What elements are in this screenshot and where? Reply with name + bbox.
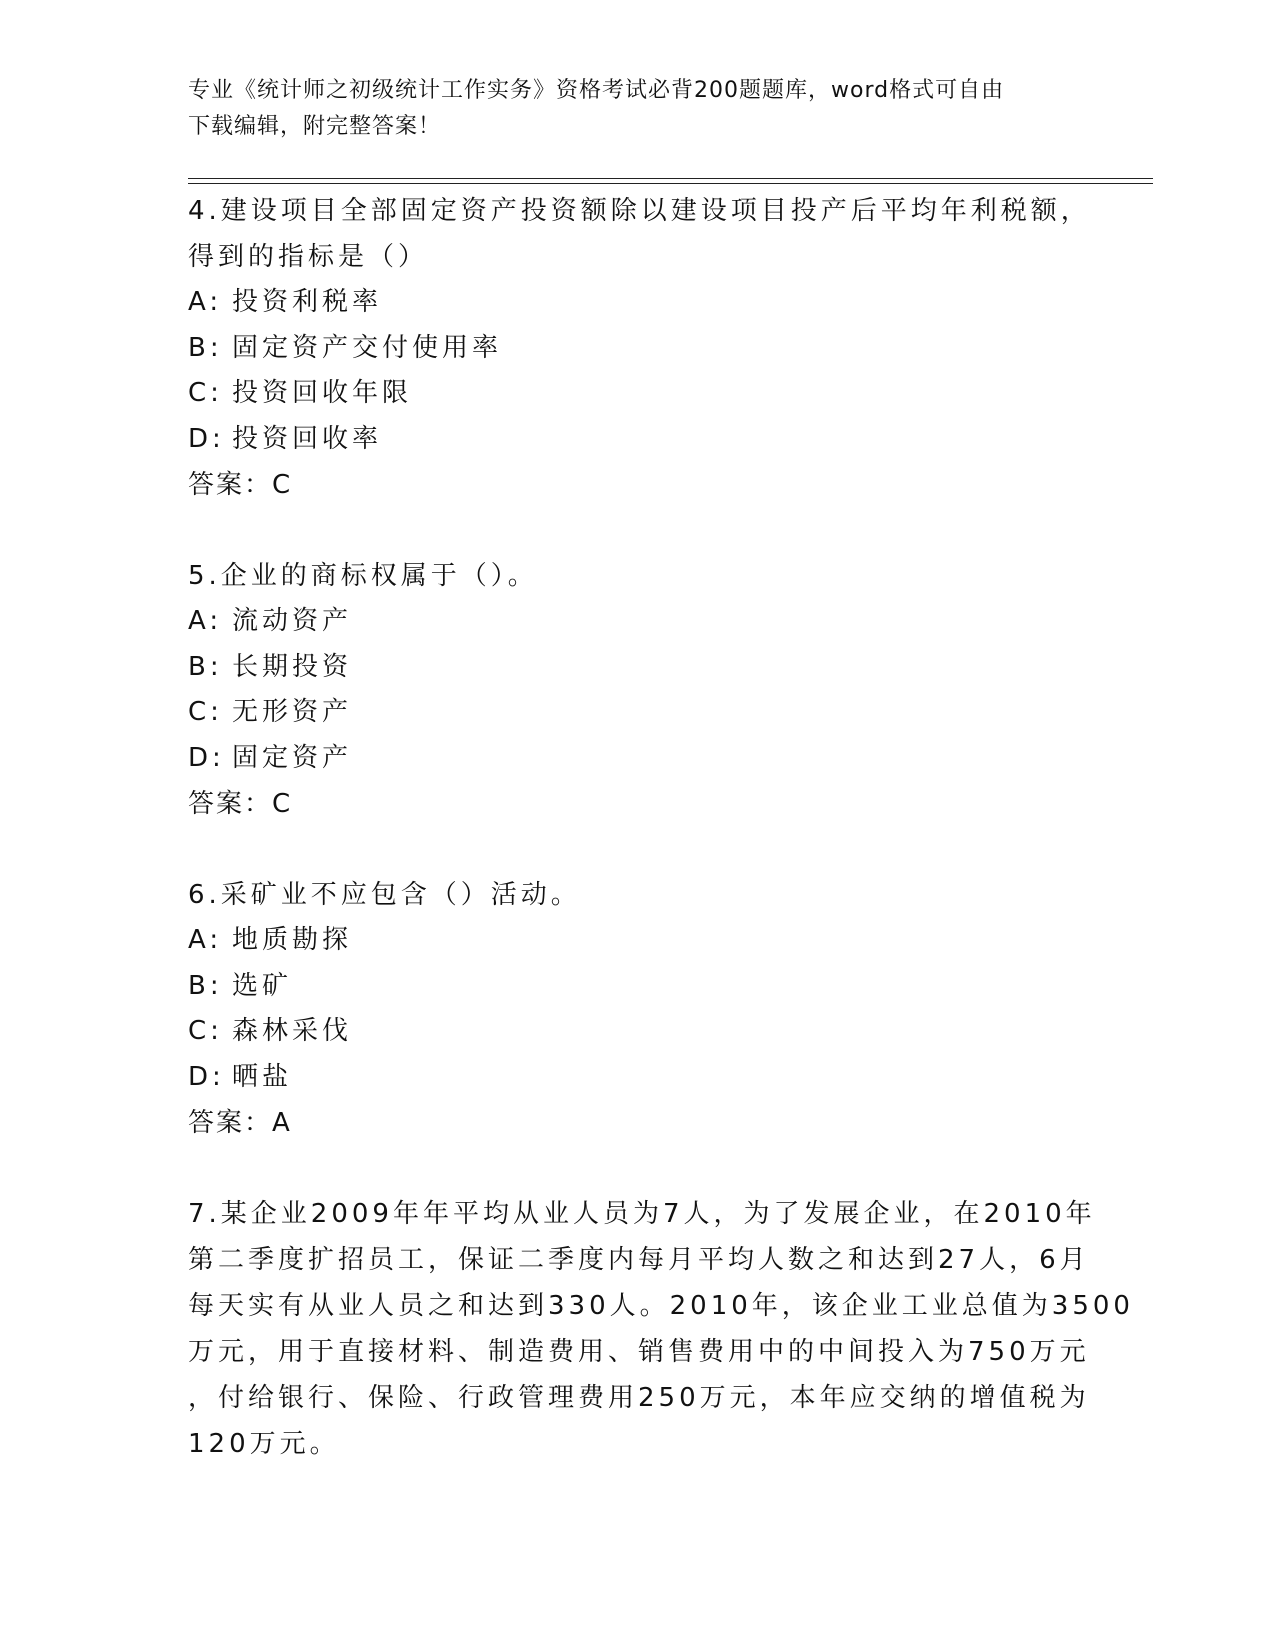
option-c (188, 690, 1088, 736)
question-stem: ，付给银行、保险、行政管理费用250万元，本年应交纳的增值税为 (188, 1383, 1090, 1413)
option-text: 投资回收率 (232, 423, 383, 454)
option-d (188, 1055, 1088, 1101)
option-d (188, 736, 1088, 782)
option-c (188, 1009, 1088, 1055)
answer-line: 答案：C (188, 470, 293, 500)
question-stem: 每天实有从业人员之和达到330人。2010年，该企业工业总值为3500 (188, 1291, 1134, 1321)
option-text: 无形资产 (232, 697, 353, 727)
question-stem: 120万元。 (188, 1429, 340, 1459)
document-header (188, 73, 1068, 145)
question-stem: 5.企业的商标权属于（）。 (188, 561, 538, 591)
option-a (188, 918, 1088, 964)
option-a (188, 280, 1088, 326)
option-letter: B: (188, 332, 223, 363)
header-line-2: 下载编辑，附完整答案！ (188, 114, 442, 139)
question-4 (188, 188, 1091, 508)
option-letter: A: (188, 925, 223, 955)
option-text: 固定资产交付使用率 (232, 332, 503, 363)
question-spacer (188, 827, 1088, 872)
option-b (188, 964, 1088, 1010)
question-stem: 第二季度扩招员工，保证二季度内每月平均人数之和达到27人，6月 (188, 1245, 1090, 1275)
option-letter: D: (188, 1061, 225, 1092)
option-letter: B: (188, 651, 223, 682)
option-text: 森林采伐 (232, 1016, 353, 1046)
option-a (188, 599, 1088, 645)
option-text: 长期投资 (232, 651, 353, 682)
question-spacer (188, 508, 1088, 553)
option-letter: D: (188, 742, 225, 773)
question-stem: 4.建设项目全部固定资产投资额除以建设项目投产后平均年利税额， (188, 196, 1091, 226)
question-5 (188, 553, 1088, 827)
header-divider-top (188, 178, 1153, 179)
question-list (188, 188, 1134, 1467)
header-divider-bottom (188, 183, 1153, 184)
option-text: 投资回收年限 (232, 378, 413, 408)
option-letter: C: (188, 697, 223, 727)
question-stem: 得到的指标是（） (188, 242, 429, 272)
option-letter: A: (188, 287, 223, 317)
option-text: 晒盐 (232, 1061, 293, 1092)
option-letter: C: (188, 378, 223, 408)
option-c (188, 371, 1088, 417)
option-b (188, 326, 1088, 372)
option-letter: D: (188, 423, 225, 454)
question-stem: 万元，用于直接材料、制造费用、销售费用中的中间投入为750万元 (188, 1337, 1090, 1367)
header-line-1: 专业《统计师之初级统计工作实务》资格考试必背200题题库，word格式可自由 (188, 78, 1005, 103)
option-text: 流动资产 (232, 606, 353, 636)
answer-line: 答案：A (188, 1108, 292, 1138)
option-d (188, 417, 1088, 463)
question-stem: 7.某企业2009年年平均从业人员为7人，为了发展企业，在2010年 (188, 1199, 1096, 1229)
option-letter: C: (188, 1016, 223, 1046)
option-letter: A: (188, 606, 223, 636)
question-7 (188, 1191, 1134, 1467)
option-text: 地质勘探 (232, 925, 353, 955)
option-letter: B: (188, 970, 223, 1001)
option-text: 固定资产 (232, 742, 353, 773)
question-stem: 6.采矿业不应包含（）活动。 (188, 880, 581, 910)
option-b (188, 645, 1088, 691)
question-6 (188, 872, 1088, 1146)
option-text: 投资利税率 (232, 287, 383, 317)
question-spacer (188, 1146, 1088, 1191)
option-text: 选矿 (232, 970, 293, 1001)
answer-line: 答案：C (188, 789, 293, 819)
